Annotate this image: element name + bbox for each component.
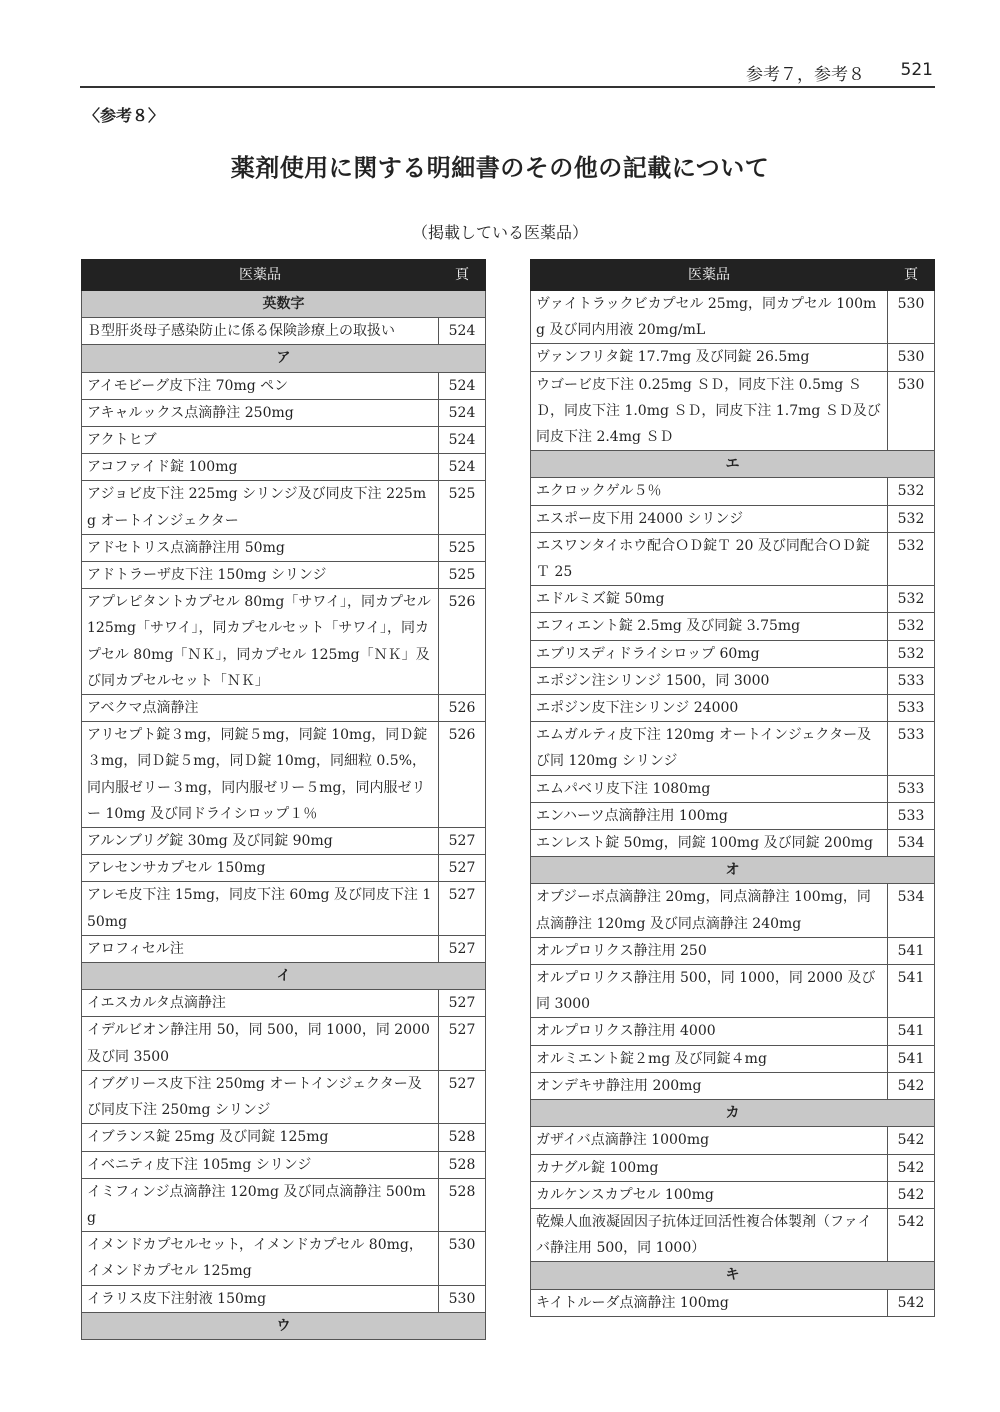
page-ref: 525 [439,534,486,561]
header-label: 参考７，参考８ [746,65,865,85]
section-row [82,963,486,990]
medicine-name: エムパベリ皮下注 1080mg [531,775,888,802]
medicine-name: アリセプト錠３mg，同錠５mg，同錠 10mg，同Ｄ錠３mg，同Ｄ錠５mg，同Ｄ錠 10mg，同細粒 0.5%，同内服ゼリー３mg，同内服ゼリー５mg，同内服ゼリー 10mg 及び同ドライシロップ１％ [82,722,439,828]
page-ref: 541 [888,1045,935,1072]
medicine-name: エスポー皮下用 24000 シリンジ [531,505,888,532]
medicine-name: アキャルックス点滴静注 250mg [82,399,439,426]
page-ref: 526 [439,722,486,828]
medicine-name: エクロックゲル５％ [531,478,888,505]
page-ref: 524 [439,399,486,426]
medicine-name: アレモ皮下注 15mg，同皮下注 60mg 及び同皮下注 150mg [82,882,439,935]
table-row [531,965,935,1018]
table-row [82,935,486,962]
table-row [82,372,486,399]
medicine-name: ガザイバ点滴静注 1000mg [531,1127,888,1154]
medicine-name: オルミエント錠２mg 及び同錠４mg [531,1045,888,1072]
section-label: 英数字 [82,291,486,318]
medicine-name: オルプロリクス静注用 250 [531,937,888,964]
table-row [531,505,935,532]
medicine-name: イベニティ皮下注 105mg シリンジ [82,1151,439,1178]
page-ref: 532 [888,613,935,640]
medicine-name: アクトヒブ [82,427,439,454]
table-row [82,722,486,828]
medicine-name: イエスカルタ点滴静注 [82,990,439,1017]
table-row [82,1151,486,1178]
table-row [531,1127,935,1154]
section-row [82,291,486,318]
section-reference: 〈参考８〉 [84,106,165,125]
medicine-name: イブグリース皮下注 250mg オートインジェクター及び同皮下注 250mg シリンジ [82,1070,439,1123]
medicine-name: アドトラーザ皮下注 150mg シリンジ [82,562,439,589]
page-ref: 533 [888,775,935,802]
medicine-name: エポジン注シリンジ 1500，同 3000 [531,667,888,694]
medicine-name: オプジーボ点滴静注 20mg，同点滴静注 100mg，同点滴静注 120mg 及び同点滴静注 240mg [531,884,888,937]
table-row [82,1017,486,1070]
column-header-medicine: 医薬品 [531,260,888,291]
section-row [531,857,935,884]
table-row [531,1072,935,1099]
table-header-row [531,260,935,291]
medicine-name: カルケンスカプセル 100mg [531,1181,888,1208]
medicine-name: イミフィンジ点滴静注 120mg 及び同点滴静注 500mg [82,1178,439,1231]
table-row [82,1070,486,1123]
page-ref: 530 [888,371,935,451]
table-row [531,291,935,344]
medicine-name: ウゴービ皮下注 0.25mg ＳＤ，同皮下注 0.5mg ＳＤ，同皮下注 1.0mg ＳＤ，同皮下注 1.7mg ＳＤ及び同皮下注 2.4mg ＳＤ [531,371,888,451]
page-ref: 528 [439,1178,486,1231]
page-ref: 527 [439,828,486,855]
table-row [82,882,486,935]
page-ref: 527 [439,990,486,1017]
medicine-name: アドセトリス点滴静注用 50mg [82,534,439,561]
medicine-name: オンデキサ静注用 200mg [531,1072,888,1099]
page-ref: 528 [439,1124,486,1151]
section-label: キ [531,1262,935,1289]
table-row [531,1289,935,1316]
medicine-name: オルプロリクス静注用 4000 [531,1018,888,1045]
table-row [82,399,486,426]
section-label: ア [82,345,486,372]
table-row [531,1208,935,1261]
medicine-name: ヴァンフリタ錠 17.7mg 及び同錠 26.5mg [531,344,888,371]
table-row [531,478,935,505]
page-ref: 527 [439,1070,486,1123]
page-ref: 530 [888,344,935,371]
table-row [82,427,486,454]
section-row [82,1312,486,1339]
page-ref: 534 [888,830,935,857]
medicine-name: イデルビオン静注用 50，同 500，同 1000，同 2000 及び同 3500 [82,1017,439,1070]
running-header [80,60,935,88]
page-ref: 542 [888,1289,935,1316]
medicine-name: アコファイド錠 100mg [82,454,439,481]
table-row [531,937,935,964]
medicine-name: アベクマ点滴静注 [82,695,439,722]
section-row [82,345,486,372]
medicine-name: エンハーツ点滴静注用 100mg [531,802,888,829]
table-row [82,990,486,1017]
medicine-name: Ｂ型肝炎母子感染防止に係る保険診療上の取扱い [82,318,439,345]
page-ref: 532 [888,532,935,585]
page-ref: 530 [888,291,935,344]
section-row [531,451,935,478]
page-ref: 541 [888,965,935,1018]
column-header-page: 頁 [888,260,935,291]
medicine-name: 乾燥人血液凝固因子抗体迂回活性複合体製剤（ファイバ静注用 500，同 1000） [531,1208,888,1261]
table-row [531,1181,935,1208]
section-row [531,1100,935,1127]
section-label: エ [531,451,935,478]
page-ref: 533 [888,802,935,829]
page-title: 薬剤使用に関する明細書のその他の記載について [230,154,770,182]
page-ref: 532 [888,586,935,613]
table-row [531,344,935,371]
page-ref: 532 [888,478,935,505]
page-ref: 528 [439,1151,486,1178]
page-ref: 533 [888,722,935,775]
table-row [82,1232,486,1285]
page-ref: 525 [439,562,486,589]
medicine-name: キイトルーダ点滴静注 100mg [531,1289,888,1316]
table-row [531,1154,935,1181]
page-ref: 541 [888,1018,935,1045]
table-row [531,775,935,802]
table-row [82,589,486,695]
page-ref: 530 [439,1285,486,1312]
section-label: カ [531,1100,935,1127]
column-header-page: 頁 [439,260,486,291]
section-label: ウ [82,1312,486,1339]
medicine-name: カナグル錠 100mg [531,1154,888,1181]
table-row [531,884,935,937]
page-number: 521 [900,60,933,80]
table-row [82,562,486,589]
table-row [531,613,935,640]
page-ref: 526 [439,695,486,722]
table-row [531,371,935,451]
page-ref: 542 [888,1127,935,1154]
table-row [82,695,486,722]
medicine-name: イブランス錠 25mg 及び同錠 125mg [82,1124,439,1151]
table-row [531,1045,935,1072]
column-header-medicine: 医薬品 [82,260,439,291]
table-row [82,1285,486,1312]
table-row [531,532,935,585]
medicine-name: エスワンタイホウ配合ＯＤ錠Ｔ 20 及び同配合ＯＤ錠Ｔ 25 [531,532,888,585]
table-row [82,534,486,561]
medicine-name: ヴァイトラックビカプセル 25mg，同カプセル 100mg 及び同内用液 20mg/mL [531,291,888,344]
table-row [531,1018,935,1045]
table-row [82,1124,486,1151]
medicine-name: イラリス皮下注射液 150mg [82,1285,439,1312]
medicine-name: エドルミズ錠 50mg [531,586,888,613]
page-ref: 530 [439,1232,486,1285]
page-ref: 527 [439,1017,486,1070]
medicine-name: エポジン皮下注シリンジ 24000 [531,695,888,722]
page-ref: 533 [888,667,935,694]
table-row [82,318,486,345]
page-ref: 542 [888,1181,935,1208]
medicine-name: アロフィセル注 [82,935,439,962]
table-row [531,640,935,667]
page-ref: 526 [439,589,486,695]
table-row [82,828,486,855]
medicine-name: エブリスディドライシロップ 60mg [531,640,888,667]
page-ref: 534 [888,884,935,937]
medicine-name: エンレスト錠 50mg，同錠 100mg 及び同錠 200mg [531,830,888,857]
page-ref: 532 [888,505,935,532]
table-row [82,855,486,882]
page-ref: 527 [439,935,486,962]
page-ref: 524 [439,372,486,399]
table-row [82,1178,486,1231]
table-header-row [82,260,486,291]
medicine-name: エフィエント錠 2.5mg 及び同錠 3.75mg [531,613,888,640]
table-row [82,454,486,481]
medicine-name: アジョビ皮下注 225mg シリンジ及び同皮下注 225mg オートインジェクター [82,481,439,534]
section-row [531,1262,935,1289]
medicine-name: アプレピタントカプセル 80mg「サワイ」，同カプセル 125mg「サワイ」，同カプセルセット「サワイ」，同カプセル 80mg「ＮＫ」，同カプセル 125mg「ＮＫ」及び同カプセルセット「ＮＫ」 [82,589,439,695]
page-ref: 525 [439,481,486,534]
table-row [531,695,935,722]
table-row [531,802,935,829]
page-ref: 527 [439,882,486,935]
page-ref: 533 [888,695,935,722]
page-ref: 542 [888,1154,935,1181]
table-row [82,481,486,534]
medicine-name: アイモビーグ皮下注 70mg ペン [82,372,439,399]
medicine-name: エムガルティ皮下注 120mg オートインジェクター及び同 120mg シリンジ [531,722,888,775]
page-ref: 532 [888,640,935,667]
medicine-name: アルンブリグ錠 30mg 及び同錠 90mg [82,828,439,855]
page-subtitle: （掲載している医薬品） [411,223,588,242]
page-ref: 527 [439,855,486,882]
medicine-name: イメンドカプセルセット，イメンドカプセル 80mg，イメンドカプセル 125mg [82,1232,439,1285]
medicine-table-left [81,259,486,1340]
table-row [531,830,935,857]
page-ref: 524 [439,427,486,454]
table-body [82,291,486,1340]
table-row [531,586,935,613]
table-row [531,722,935,775]
table-body [531,291,935,1317]
medicine-table-right [530,259,935,1317]
table-row [531,667,935,694]
medicine-name: アレセンサカプセル 150mg [82,855,439,882]
page-ref: 542 [888,1208,935,1261]
medicine-name: オルプロリクス静注用 500，同 1000，同 2000 及び同 3000 [531,965,888,1018]
page-ref: 524 [439,318,486,345]
section-label: オ [531,857,935,884]
page-ref: 541 [888,937,935,964]
page-ref: 524 [439,454,486,481]
section-label: イ [82,963,486,990]
page-ref: 542 [888,1072,935,1099]
